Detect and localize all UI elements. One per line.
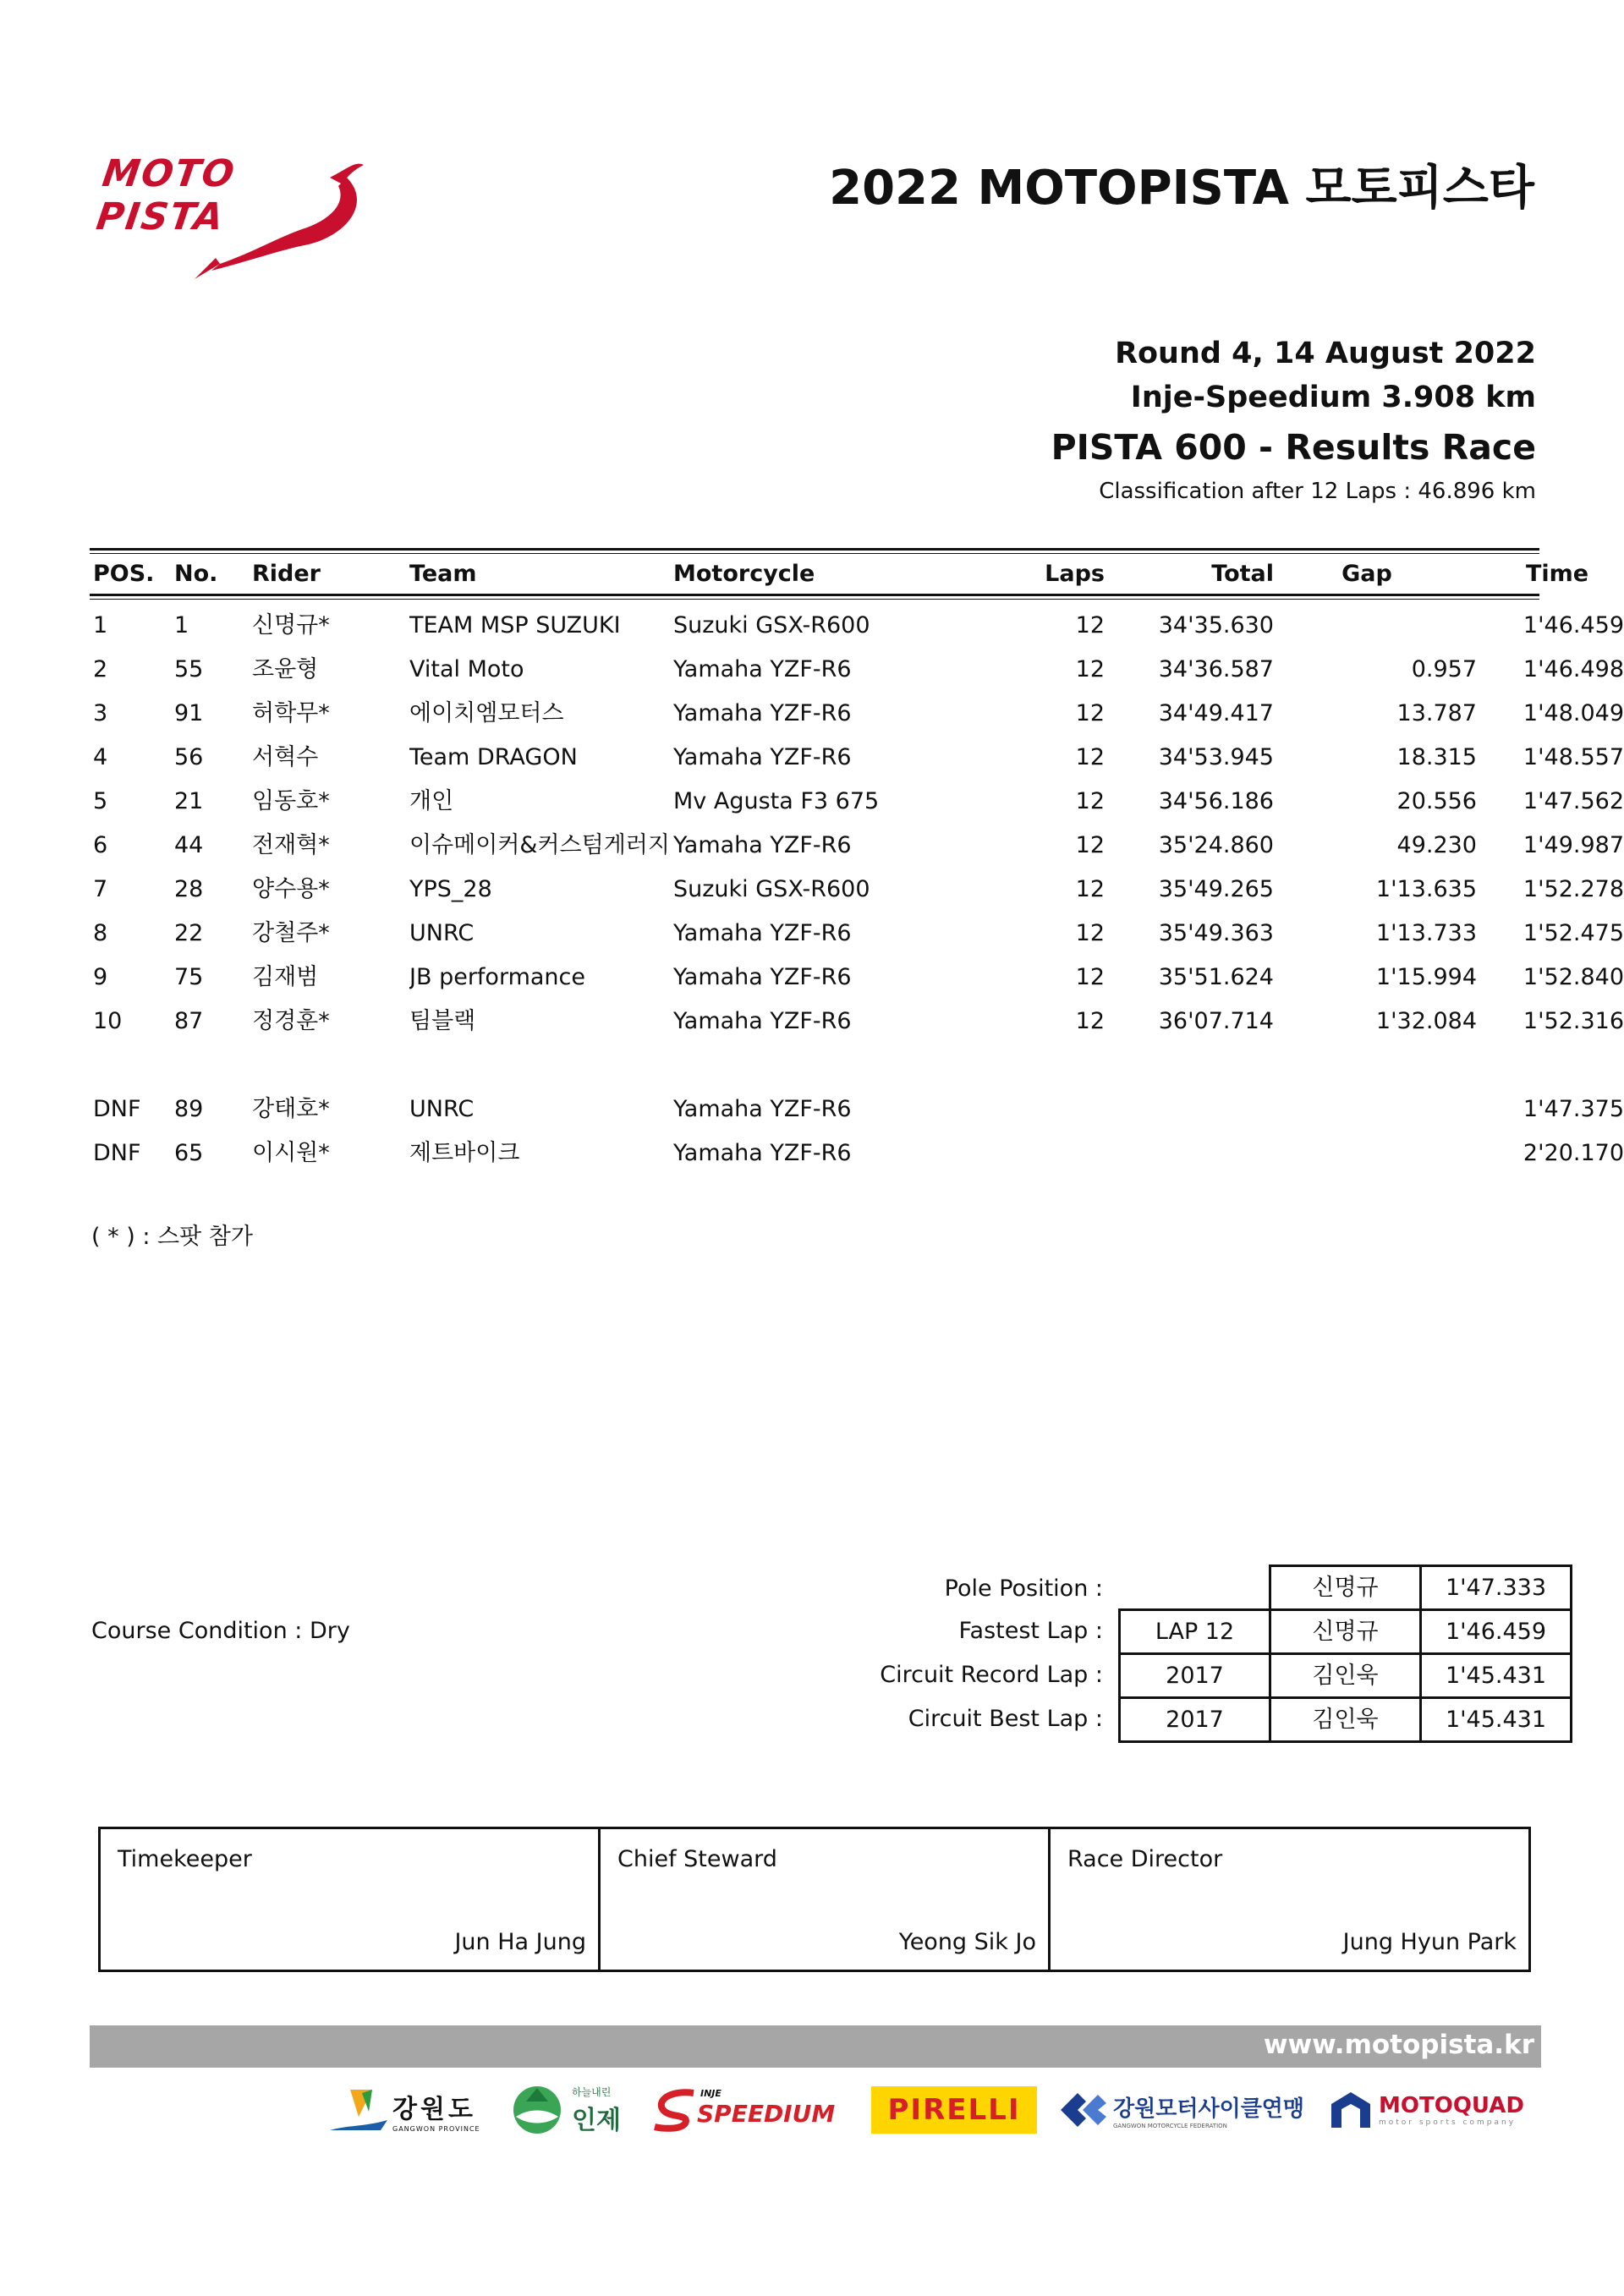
- cell-laps: 12: [1075, 876, 1105, 902]
- cell-total-time: 34'35.630: [1158, 612, 1274, 638]
- cell-rider: 조윤형: [252, 656, 319, 682]
- fastest-lap-label: Fastest Lap :: [958, 1618, 1103, 1644]
- cell-team: JB performance: [409, 964, 585, 990]
- cell-rider: 강태호*: [252, 1096, 330, 1122]
- speedium-text: SPEEDIUM: [697, 2100, 836, 2128]
- result-row: [90, 692, 1624, 736]
- cell-gap: 1'15.994: [1375, 964, 1477, 990]
- cell-team: TEAM MSP SUZUKI: [409, 612, 621, 638]
- cell-rider: 임동호*: [252, 788, 330, 814]
- circuit-record-time: 1'45.431: [1419, 1652, 1572, 1699]
- pole-position-label: Pole Position :: [944, 1575, 1103, 1602]
- cell-position: 2: [93, 656, 108, 682]
- cell-laps: 12: [1075, 1008, 1105, 1034]
- cell-best-time: 1'47.562: [1522, 788, 1624, 814]
- col-no: No.: [174, 561, 218, 587]
- motoquad-subtext: motor sports company: [1379, 2118, 1517, 2127]
- cell-motorcycle: Yamaha YZF-R6: [673, 1140, 852, 1166]
- cell-gap: 1'13.733: [1375, 920, 1477, 946]
- cell-number: 56: [174, 744, 204, 770]
- col-team: Team: [409, 561, 477, 587]
- cell-team: UNRC: [409, 1096, 475, 1122]
- circuit-record-year: 2017: [1118, 1652, 1271, 1699]
- result-row: [90, 736, 1624, 780]
- col-laps: Laps: [1045, 561, 1105, 587]
- dnf-row: [90, 1088, 1624, 1132]
- cell-total-time: 34'49.417: [1158, 700, 1274, 726]
- cell-number: 87: [174, 1008, 204, 1034]
- speedium-inje-text: INJE: [700, 2088, 721, 2099]
- cell-position: 3: [93, 700, 108, 726]
- cell-team: 에이치엠모터스: [409, 700, 564, 726]
- cell-motorcycle: Yamaha YZF-R6: [673, 1008, 852, 1034]
- course-condition: Course Condition : Dry: [91, 1618, 350, 1644]
- cell-number: 21: [174, 788, 204, 814]
- cell-best-time: 1'52.278: [1522, 876, 1624, 902]
- race-director-box: [1048, 1829, 1528, 1970]
- table-header: [90, 555, 1589, 599]
- col-motorcycle: Motorcycle: [673, 561, 815, 587]
- chief-steward-name: Yeong Sik Jo: [898, 1929, 1036, 1955]
- cell-motorcycle: Yamaha YZF-R6: [673, 920, 852, 946]
- result-row: [90, 912, 1624, 956]
- inje-emblem-icon: [508, 2083, 567, 2137]
- cell-motorcycle: Yamaha YZF-R6: [673, 964, 852, 990]
- cell-total-time: 34'36.587: [1158, 656, 1274, 682]
- federation-emblem-icon: [1057, 2089, 1108, 2131]
- cell-number: 1: [174, 612, 189, 638]
- cell-position: 10: [93, 1008, 123, 1034]
- cell-total-time: 35'49.363: [1158, 920, 1274, 946]
- result-row: [90, 604, 1624, 648]
- pole-time: 1'47.333: [1419, 1564, 1572, 1611]
- cell-motorcycle: Suzuki GSX-R600: [673, 612, 870, 638]
- timekeeper-box: [101, 1829, 598, 1970]
- race-director-title: Race Director: [1067, 1846, 1223, 1872]
- cell-best-time: 1'47.375: [1522, 1096, 1624, 1122]
- header-rule: [90, 548, 1539, 551]
- cell-team: 팀블랙: [409, 1008, 476, 1034]
- col-gap: Gap: [1341, 561, 1392, 587]
- cell-team: 개인: [409, 788, 454, 814]
- header-rule: [90, 599, 1539, 600]
- circuit-best-year: 2017: [1118, 1696, 1271, 1743]
- gangwon-emblem-icon: [321, 2083, 389, 2137]
- cell-total-time: 34'53.945: [1158, 744, 1274, 770]
- cell-position: DNF: [93, 1140, 141, 1166]
- cell-number: 28: [174, 876, 204, 902]
- cell-team: YPS_28: [409, 876, 492, 902]
- result-row: [90, 868, 1624, 912]
- cell-motorcycle: Yamaha YZF-R6: [673, 832, 852, 858]
- chief-steward-title: Chief Steward: [617, 1846, 777, 1872]
- cell-gap: 1'13.635: [1375, 876, 1477, 902]
- round-date: Round 4, 14 August 2022: [1115, 337, 1536, 370]
- circuit-best-rider: 김인욱: [1269, 1696, 1422, 1743]
- gangwon-federation-logo: [1057, 2080, 1311, 2140]
- website-url[interactable]: www.motopista.kr: [1263, 2030, 1534, 2060]
- circuit-record-rider: 김인욱: [1269, 1652, 1422, 1699]
- spot-entry-note: ( * ) : 스팟 참가: [91, 1224, 253, 1250]
- result-row: [90, 780, 1624, 824]
- col-pos: POS.: [93, 561, 155, 587]
- cell-rider: 양수용*: [252, 876, 330, 902]
- cell-team: 이슈메이커&커스텀게러지: [409, 832, 670, 858]
- cell-team: UNRC: [409, 920, 475, 946]
- cell-best-time: 1'49.987: [1522, 832, 1624, 858]
- cell-position: 8: [93, 920, 108, 946]
- cell-motorcycle: Yamaha YZF-R6: [673, 656, 852, 682]
- cell-position: 5: [93, 788, 108, 814]
- cell-total-time: 35'49.265: [1158, 876, 1274, 902]
- cell-gap: 13.787: [1396, 700, 1477, 726]
- cell-rider: 이시원*: [252, 1140, 330, 1166]
- cell-best-time: 1'52.840: [1522, 964, 1624, 990]
- dnf-row: [90, 1132, 1624, 1175]
- cell-number: 44: [174, 832, 204, 858]
- cell-laps: 12: [1075, 744, 1105, 770]
- cell-motorcycle: Suzuki GSX-R600: [673, 876, 870, 902]
- inje-subtext: 하늘내린: [572, 2085, 612, 2098]
- event-title: 2022 MOTOPISTA 모토피스타: [829, 161, 1534, 216]
- motoquad-text: MOTOQUAD: [1379, 2093, 1524, 2118]
- result-row: [90, 824, 1624, 868]
- logo-wordmark: MOTO PISTA: [93, 152, 239, 238]
- cell-total-time: 34'56.186: [1158, 788, 1274, 814]
- cell-position: 7: [93, 876, 108, 902]
- cell-gap: 49.230: [1396, 832, 1477, 858]
- cell-total-time: 36'07.714: [1158, 1008, 1274, 1034]
- website-bar: [90, 2025, 1541, 2068]
- cell-laps: 12: [1075, 964, 1105, 990]
- race-title: PISTA 600 - Results Race: [1051, 427, 1536, 468]
- header-rule: [90, 553, 1539, 554]
- federation-text: 강원모터사이클연맹: [1113, 2096, 1305, 2122]
- cell-motorcycle: Yamaha YZF-R6: [673, 1096, 852, 1122]
- result-row: [90, 648, 1624, 692]
- cell-gap: 18.315: [1396, 744, 1477, 770]
- cell-laps: 12: [1075, 788, 1105, 814]
- circuit-record-label: Circuit Record Lap :: [880, 1662, 1103, 1688]
- cell-rider: 서혁수: [252, 744, 319, 770]
- cell-team: Vital Moto: [409, 656, 524, 682]
- inje-text: 인제: [572, 2105, 621, 2135]
- cell-laps: 12: [1075, 832, 1105, 858]
- cell-best-time: 1'52.475: [1522, 920, 1624, 946]
- cell-team: 제트바이크: [409, 1140, 520, 1166]
- cell-motorcycle: Yamaha YZF-R6: [673, 700, 852, 726]
- venue: Inje-Speedium 3.908 km: [1130, 381, 1536, 414]
- cell-rider: 신명규*: [252, 612, 330, 638]
- classification-info: Classification after 12 Laps : 46.896 km: [1099, 479, 1536, 504]
- cell-number: 65: [174, 1140, 204, 1166]
- cell-position: 9: [93, 964, 108, 990]
- cell-laps: 12: [1075, 612, 1105, 638]
- gangwon-text: 강원도: [392, 2094, 476, 2124]
- sponsor-logos: [321, 2080, 1539, 2148]
- cell-rider: 김재범: [252, 964, 319, 990]
- cell-best-time: 1'52.316: [1522, 1008, 1624, 1034]
- cell-number: 75: [174, 964, 204, 990]
- fastest-lap-rider: 신명규: [1269, 1608, 1422, 1655]
- cell-gap: 20.556: [1396, 788, 1477, 814]
- cell-laps: 12: [1075, 920, 1105, 946]
- motoquad-logo: [1328, 2080, 1539, 2140]
- cell-number: 91: [174, 700, 204, 726]
- speedium-s-icon: [651, 2085, 702, 2135]
- motopista-logo: [93, 144, 364, 279]
- race-director-name: Jung Hyun Park: [1342, 1929, 1517, 1955]
- cell-position: DNF: [93, 1096, 141, 1122]
- col-time: Time: [1525, 561, 1589, 587]
- cell-best-time: 1'46.498: [1522, 656, 1624, 682]
- cell-gap: 0.957: [1411, 656, 1477, 682]
- cell-number: 55: [174, 656, 204, 682]
- cell-team: Team DRAGON: [409, 744, 578, 770]
- cell-motorcycle: Mv Agusta F3 675: [673, 788, 880, 814]
- cell-position: 1: [93, 612, 108, 638]
- col-rider: Rider: [252, 561, 321, 587]
- col-total: Total: [1211, 561, 1274, 587]
- cell-best-time: 1'48.557: [1522, 744, 1624, 770]
- cell-best-time: 1'46.459: [1522, 612, 1624, 638]
- pole-rider: 신명규: [1269, 1564, 1422, 1611]
- circuit-best-label: Circuit Best Lap :: [908, 1706, 1103, 1732]
- gangwon-logo: [321, 2080, 491, 2140]
- fastest-lap-time: 1'46.459: [1419, 1608, 1572, 1655]
- cell-position: 6: [93, 832, 108, 858]
- cell-gap: 1'32.084: [1375, 1008, 1477, 1034]
- cell-motorcycle: Yamaha YZF-R6: [673, 744, 852, 770]
- cell-rider: 정경훈*: [252, 1008, 330, 1034]
- timekeeper-name: Jun Ha Jung: [454, 1929, 586, 1955]
- cell-number: 22: [174, 920, 204, 946]
- cell-rider: 전재혁*: [252, 832, 330, 858]
- pirelli-text: PIRELLI: [887, 2093, 1021, 2127]
- motoquad-emblem-icon: [1328, 2087, 1374, 2133]
- cell-best-time: 1'48.049: [1522, 700, 1624, 726]
- pirelli-logo: [871, 2080, 1040, 2140]
- cell-rider: 허학무*: [252, 700, 330, 726]
- result-row: [90, 1000, 1624, 1044]
- circuit-best-time: 1'45.431: [1419, 1696, 1572, 1743]
- cell-best-time: 2'20.170: [1522, 1140, 1624, 1166]
- cell-total-time: 35'51.624: [1158, 964, 1274, 990]
- cell-number: 89: [174, 1096, 204, 1122]
- cell-laps: 12: [1075, 700, 1105, 726]
- officials-signature-box: [98, 1827, 1531, 1972]
- chief-steward-box: [598, 1829, 1048, 1970]
- inje-logo: [508, 2080, 634, 2140]
- speedium-logo: [651, 2080, 854, 2140]
- result-row: [90, 956, 1624, 1000]
- timekeeper-title: Timekeeper: [118, 1846, 252, 1872]
- federation-subtext: GANGWON MOTORCYCLE FEDERATION: [1113, 2122, 1227, 2129]
- gangwon-subtext: GANGWON PROVINCE: [392, 2124, 480, 2133]
- header-rule: [90, 594, 1539, 596]
- cell-laps: 12: [1075, 656, 1105, 682]
- cell-position: 4: [93, 744, 108, 770]
- cell-rider: 강철주*: [252, 920, 330, 946]
- fastest-lap-number: LAP 12: [1118, 1608, 1271, 1655]
- cell-total-time: 35'24.860: [1158, 832, 1274, 858]
